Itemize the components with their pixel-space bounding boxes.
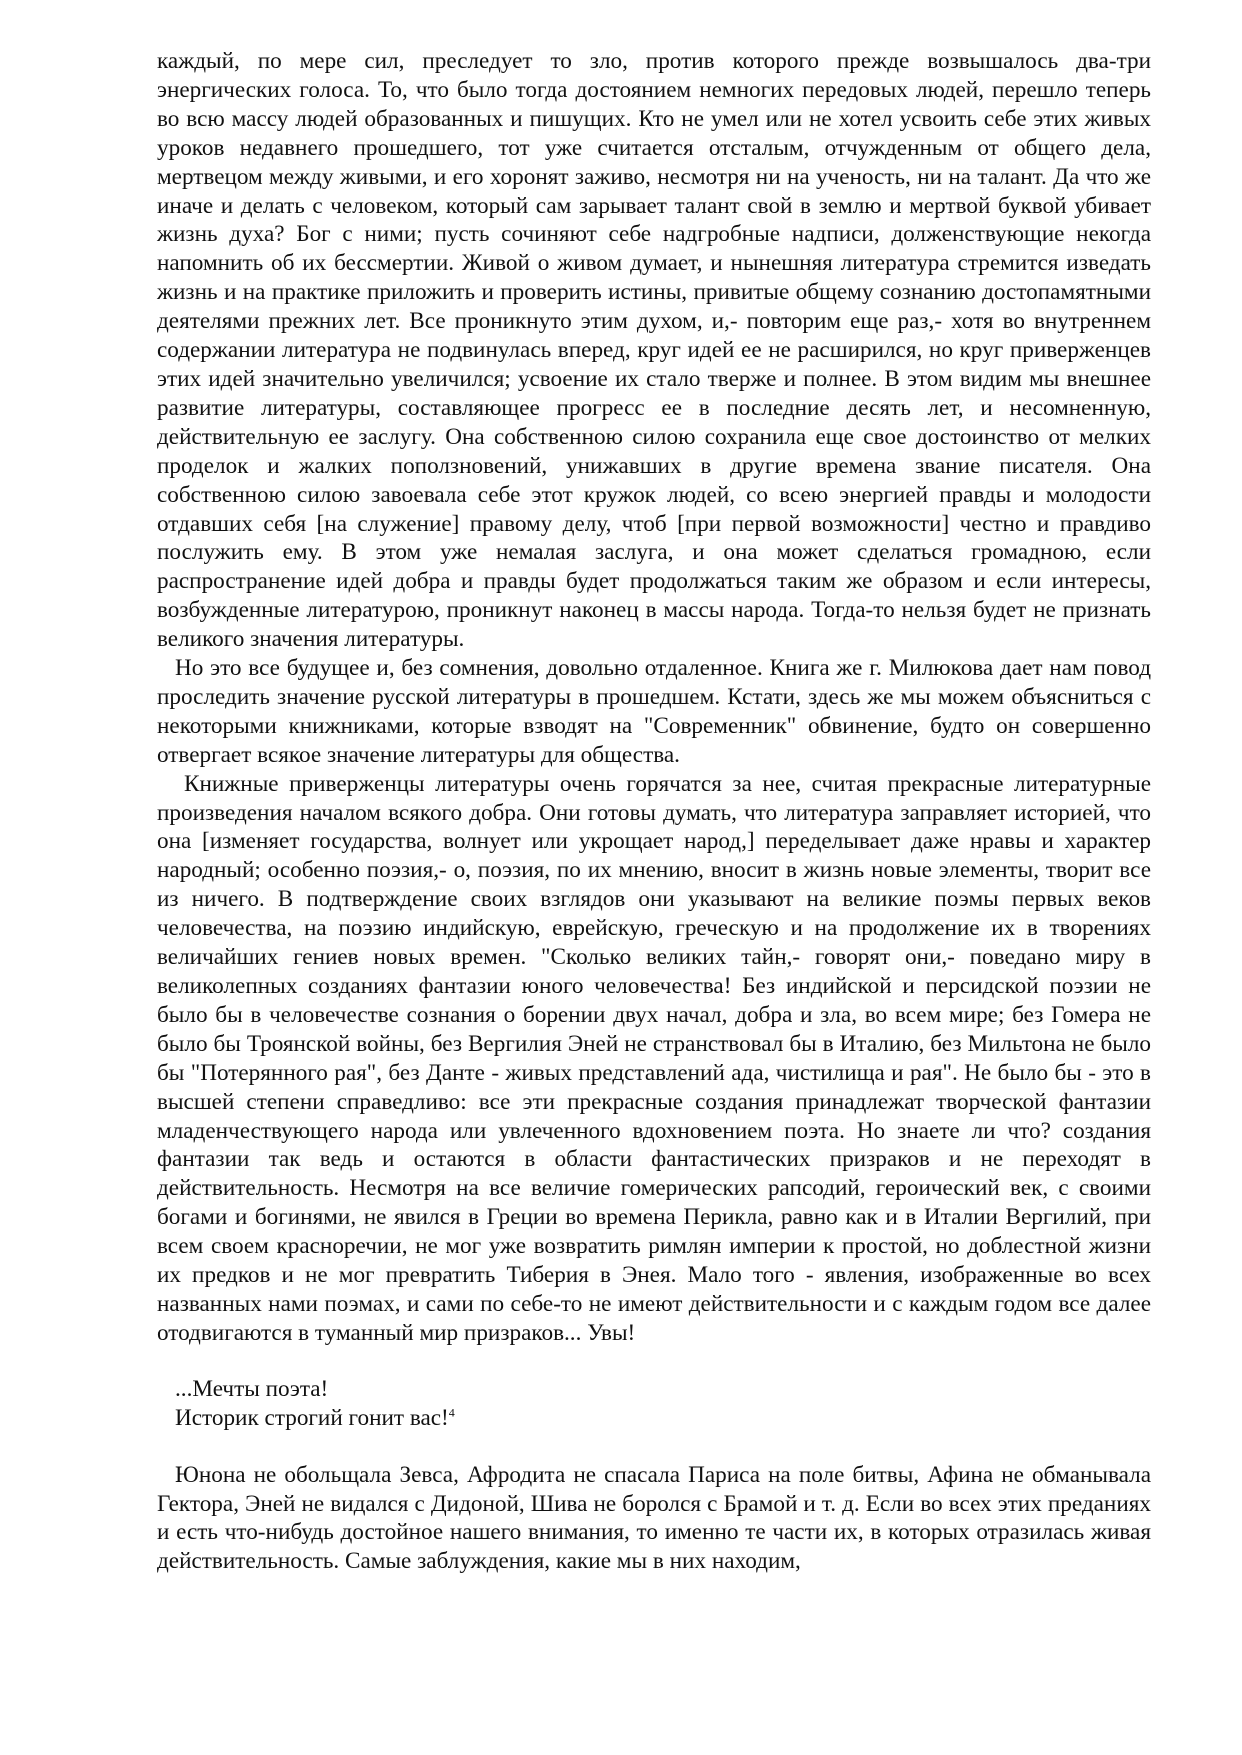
- document-page: [157, 47, 1151, 1576]
- poem-line-2-text: Историк строгий гонит вас!: [175, 1404, 449, 1431]
- paragraph-4: Юнона не обольщала Зевса, Афродита не спасала Париса на поле битвы, Афина не обманывала Гектора, Эней не видался с Дидоной, Шива не боролся с Брамой и т. д. Если во всех этих преданиях и есть что-нибудь достойное нашего внимания, то именно те части их, в которых отразилась живая действительность. Самые заблуждения, какие мы в них находим,: [157, 1461, 1151, 1575]
- poem-line-1: ...Мечты поэта!: [175, 1375, 329, 1402]
- paragraph-1: каждый, по мере сил, преследует то зло, против которого прежде возвышалось два-три энергических голоса. То, что было тогда достоянием немногих передовых людей, перешло теперь во всю массу людей образованных и пишущих. Кто не умел или не хотел усвоить себе этих живых уроков недавнего прошедшего, тот уже считается отсталым, отчужденным от общего дела, мертвецом между живыми, и его хоронят заживо, несмотря ни на ученость, ни на талант. Да что же иначе и делать с человеком, который сам зарывает талант свой в землю и мертвой буквой убивает жизнь духа? Бог с ними; пусть сочиняют себе надгробные надписи, долженствующие некогда напомнить об их бессмертии. Живой о живом думает, и нынешняя литература стремится изведать жизнь и на практике приложить и проверить истины, привитые общему сознанию достопамятными деятелями прежних лет. Все проникнуто этим духом, и,- повторим еще раз,- хотя во внутреннем содержании литература не подвинулась вперед, круг идей ее не расширился, но круг приверженцев этих идей значительно увеличился; усвоение их стало тверже и полнее. В этом видим мы внешнее развитие литературы, составляющее прогресс ее в последние десять лет, и несомненную, действительную ее заслугу. Она собственною силою сохранила еще свое достоинство от мелких проделок и жалких поползновений, унижавших в другие времена звание писателя. Она собственною силою завоевала себе этот кружок людей, со всею энергией правды и молодости отдавших себя [на служение] правому делу, чтоб [при первой возможности] честно и правдиво послужить ему. В этом уже немалая заслуга, и она может сделаться громадною, если распространение идей добра и правды будет продолжаться таким же образом и если интересы, возбужденные литературою, проникнут наконец в массы народа. Тогда-то нельзя будет не признать великого значения литературы.: [157, 48, 1151, 653]
- spacer: [157, 1433, 1151, 1461]
- paragraph-2: Но это все будущее и, без сомнения, довольно отдаленное. Книга же г. Милюкова дает нам повод проследить значение русской литературы в прошедшем. Кстати, здесь же мы можем объясниться с некоторыми книжниками, которые взводят на "Современник" обвинение, будто он совершенно отвергает всякое значение литературы для общества.: [157, 655, 1151, 768]
- footnote-mark: 4: [448, 1404, 455, 1419]
- poem-line-2: [175, 1404, 1151, 1433]
- paragraph-3: Книжные приверженцы литературы очень горячатся за нее, считая прекрасные литературные произведения началом всякого добра. Они готовы думать, что литература заправляет историей, что она [изменяет государства, волнует или укрощает народ,] переделывает даже нравы и характер народный; особенно поэзия,- о, поэзия, по их мнению, вносит в жизнь новые элементы, творит все из ничего. В подтверждение своих взглядов они указывают на великие поэмы первых веков человечества, на поэзию индийскую, еврейскую, греческую и на продолжение их в творениях величайших гениев новых времен. "Сколько великих тайн,- говорят они,- поведано миру в великолепных созданиях фантазии юного человечества! Без индийской и персидской поэзии не было бы в человечестве сознания о борении двух начал, добра и зла, во всем мире; без Гомера не было бы Троянской войны, без Вергилия Эней не странствовал бы в Италию, без Мильтона не было бы "Потерянного рая", без Данте - живых представлений ада, чистилища и рая". Не было бы - это в высшей степени справедливо: все эти прекрасные создания принадлежат творческой фантазии младенчествующего народа или увлеченного вдохновением поэта. Но знаете ли что? создания фантазии так ведь и остаются в области фантастических призраков и не переходят в действительность. Несмотря на все величие гомерических рапсодий, героический век, с своими богами и богинями, не явился в Греции во времена Перикла, равно как и в Италии Вергилий, при всем своем красноречии, не мог уже возвратить римлян империи к простой, но доблестной жизни их предков и не мог превратить Тиберия в Энея. Мало того - явления, изображенные во всех названных нами поэмах, и сами по себе-то не имеют действительности и с каждым годом все далее отодвигаются в туманный мир призраков... Увы!: [157, 770, 1151, 1346]
- poem-quote: [157, 1375, 1151, 1433]
